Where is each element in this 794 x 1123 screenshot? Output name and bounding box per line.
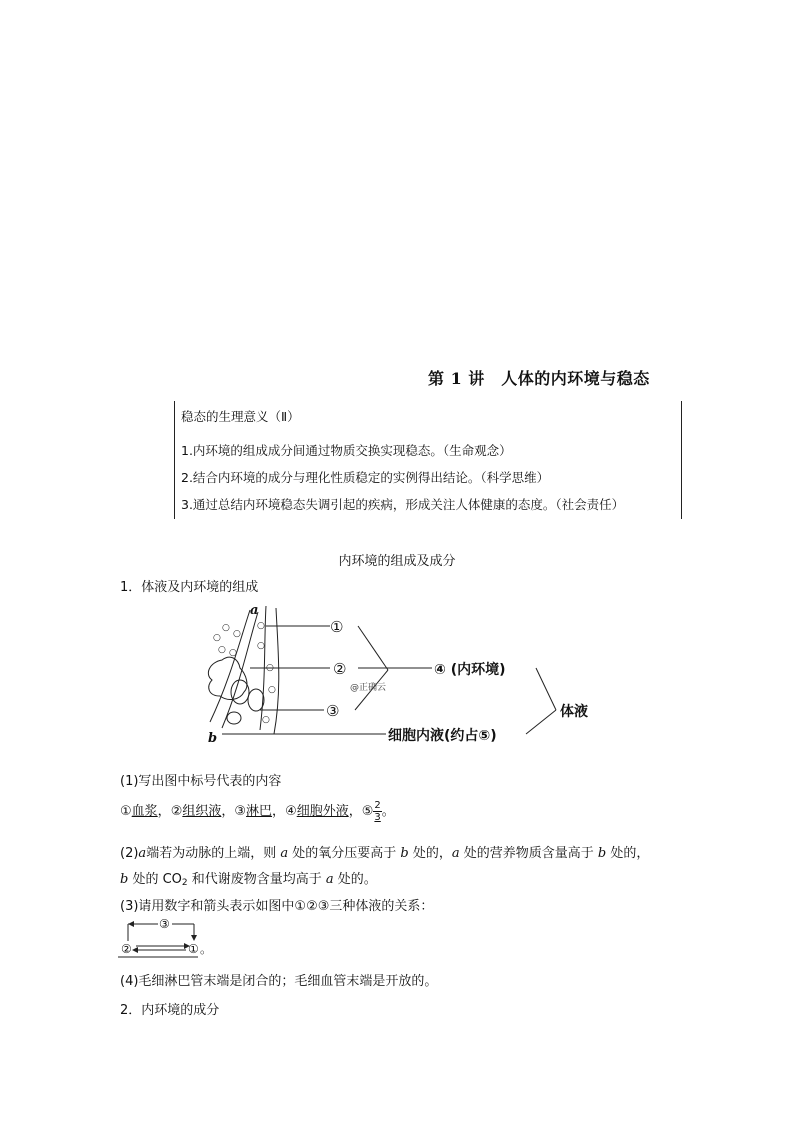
- bracket-line: [536, 668, 556, 710]
- objectives-box: [174, 401, 682, 519]
- tissue-cell: [227, 712, 241, 724]
- var-a: a: [138, 846, 147, 861]
- watermark: @正确云: [350, 683, 387, 693]
- text: 和代谢废物含量均高于: [187, 872, 326, 887]
- answer-num: ②: [170, 804, 183, 819]
- answer-text: 细胞外液: [296, 804, 349, 819]
- cell-mark: ○: [233, 629, 241, 639]
- separator: ，: [221, 804, 235, 819]
- fraction-top: 2: [374, 800, 381, 811]
- cell-mark: ○: [213, 633, 221, 643]
- var-b: b: [597, 846, 607, 861]
- label-3: ③: [326, 702, 340, 720]
- label-1: ①: [330, 618, 344, 636]
- text: 处的，: [606, 846, 650, 861]
- text: 处的营养物质含量高于: [459, 846, 598, 861]
- cell-mark: ○: [257, 621, 265, 631]
- label-b: b: [208, 731, 218, 746]
- label-intracellular: 细胞内液(约占⑤): [388, 728, 497, 744]
- answer-text: 血浆: [131, 804, 158, 819]
- separator: ，: [157, 804, 171, 819]
- q2-line2: [120, 868, 377, 888]
- fluid-relation-diagram: [118, 916, 228, 958]
- var-a: a: [451, 846, 460, 861]
- fraction: [373, 800, 381, 823]
- cell-mark: ○: [257, 641, 265, 651]
- relation-3: ③: [159, 917, 170, 931]
- q1-answers: [120, 800, 395, 823]
- text: 处的，: [408, 846, 452, 861]
- text: 处的氧分压要高于: [288, 846, 401, 861]
- cell-mark: ○: [262, 715, 270, 725]
- body-fluid-diagram: [200, 600, 600, 750]
- text: (2): [120, 846, 139, 861]
- label-4-internal-env: ④ (内环境): [434, 662, 506, 678]
- q3-prompt: (3)请用数字和箭头表示如图中①②③三种体液的关系：: [120, 899, 434, 914]
- section-title: 内环境的组成及成分: [338, 554, 456, 569]
- arrow-head: [132, 947, 138, 953]
- cell-mark: ○: [268, 685, 276, 695]
- answer-text: 组织液: [182, 804, 222, 819]
- end-mark: 。: [200, 942, 213, 956]
- objective-item: 1.内环境的组成成分间通过物质交换实现稳态。（生命观念）: [181, 443, 512, 458]
- subheading-1: 1．体液及内环境的组成: [120, 580, 259, 595]
- label-body-fluid: 体液: [560, 704, 588, 720]
- arrow-head: [128, 921, 134, 927]
- cell-mark: ○: [218, 645, 226, 655]
- arrow-head: [191, 935, 197, 941]
- answer-num: ④: [285, 804, 297, 819]
- cell-mark: ○: [229, 648, 237, 658]
- q4-text: (4)毛细淋巴管末端是闭合的；毛细血管末端是开放的。: [120, 974, 438, 989]
- lesson-title: 第 1 讲 人体的内环境与稳态: [428, 369, 650, 388]
- vessel-wall-line: [274, 608, 279, 734]
- relation-2: ②: [121, 942, 132, 956]
- bracket-line: [526, 710, 556, 734]
- vessel-wall-line: [210, 610, 250, 722]
- q2-line1: [120, 842, 649, 861]
- tissue-cell: [248, 689, 264, 711]
- answer-text: 淋巴: [246, 804, 273, 819]
- q1-prompt: (1)写出图中标号代表的内容: [120, 774, 282, 789]
- tissue-cell: [231, 680, 249, 704]
- objective-item: 3.通过总结内环境稳态失调引起的疾病，形成关注人体健康的态度。（社会责任）: [181, 497, 625, 512]
- var-a: a: [280, 846, 289, 861]
- cell-mark: ○: [222, 623, 230, 633]
- subheading-2: 2．内环境的成分: [120, 1003, 220, 1018]
- label-2: ②: [333, 660, 347, 678]
- objective-item: 2.结合内环境的成分与理化性质稳定的实例得出结论。（科学思维）: [181, 470, 550, 485]
- text: 处的 CO: [128, 872, 182, 887]
- var-a: a: [325, 872, 334, 887]
- answer-num: ①: [120, 804, 132, 819]
- separator: ，: [348, 804, 362, 819]
- relation-1: ①: [188, 942, 199, 956]
- subscript: 2: [181, 878, 188, 888]
- bracket-line: [358, 626, 388, 670]
- objectives-heading: 稳态的生理意义（Ⅱ）: [181, 409, 300, 424]
- label-a: a: [250, 603, 259, 618]
- var-b: b: [120, 872, 129, 887]
- answer-num: ③: [234, 804, 247, 819]
- cell-mark: ○: [266, 663, 274, 673]
- answer-num: ⑤: [361, 804, 374, 819]
- end-mark: 。: [381, 804, 395, 819]
- text: 端若为动脉的上端，则: [146, 846, 281, 861]
- separator: ，: [272, 804, 286, 819]
- text: 处的。: [333, 872, 377, 887]
- fraction-bottom: 3: [374, 812, 381, 823]
- var-b: b: [400, 846, 409, 861]
